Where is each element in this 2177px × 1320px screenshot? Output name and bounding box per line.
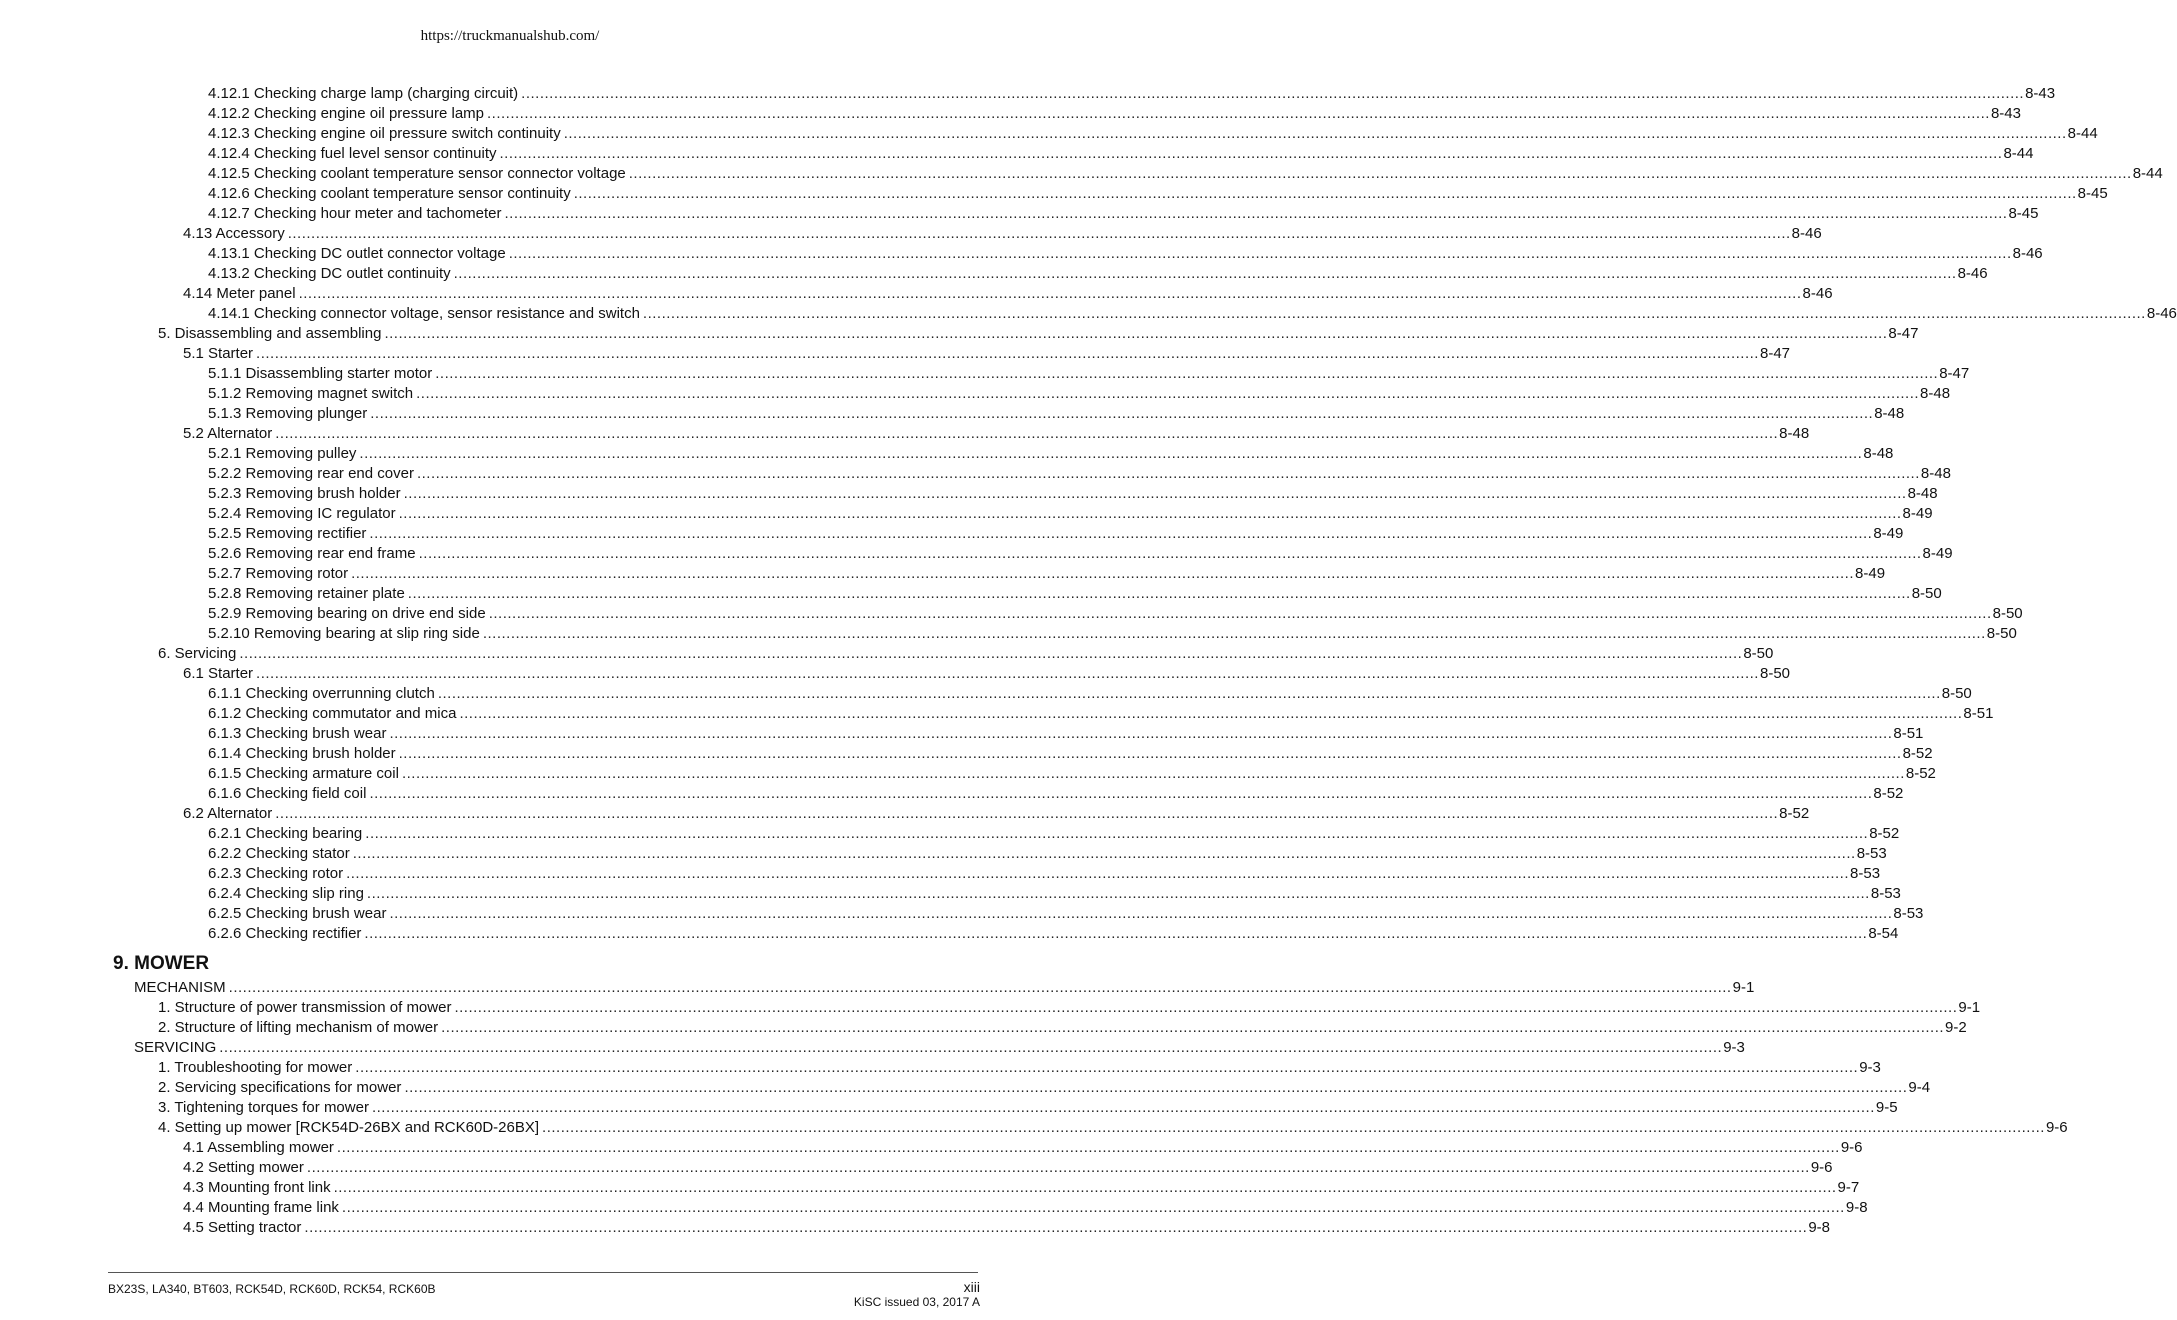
toc-entry-page: 8-48 bbox=[1863, 445, 1894, 462]
dot-leader bbox=[416, 384, 1919, 404]
dot-leader bbox=[402, 764, 1905, 784]
toc-entry-page: 9-4 bbox=[1908, 1079, 1931, 1096]
section-heading: 9. MOWER bbox=[113, 953, 210, 974]
footer-page-number: xiii bbox=[963, 1279, 980, 1295]
footer-models: BX23S, LA340, BT603, RCK54D, RCK60D, RCK54, RCK60B bbox=[108, 1282, 436, 1296]
toc-entry[interactable] bbox=[0, 104, 2021, 124]
toc-entry-title: 4.5 Setting tractor bbox=[183, 1219, 302, 1236]
toc-entry-title: 5.2.7 Removing rotor bbox=[208, 565, 349, 582]
toc-entry[interactable] bbox=[0, 464, 1951, 484]
toc-entry-page: 9-6 bbox=[1810, 1159, 1833, 1176]
toc-entry[interactable] bbox=[0, 524, 1904, 544]
toc-entry-page: 8-52 bbox=[1902, 745, 1933, 762]
toc-entry[interactable] bbox=[0, 584, 1942, 604]
toc-entry[interactable] bbox=[0, 1118, 2068, 1138]
toc-entry-title: 5.2.1 Removing pulley bbox=[208, 445, 357, 462]
toc-entry-title: 5.1.3 Removing plunger bbox=[208, 405, 368, 422]
toc-entry-title: 4.1 Assembling mower bbox=[183, 1139, 334, 1156]
toc-entry[interactable] bbox=[0, 184, 2108, 204]
toc-entry[interactable] bbox=[0, 424, 1810, 444]
toc-entry-title: 1. Structure of power transmission of mower bbox=[158, 999, 452, 1016]
dot-leader bbox=[574, 184, 2077, 204]
toc-entry-title: 6.1.4 Checking brush holder bbox=[208, 745, 396, 762]
toc-entry-page: 8-52 bbox=[1869, 825, 1900, 842]
dot-leader bbox=[256, 664, 1759, 684]
dot-leader bbox=[299, 284, 1802, 304]
toc-entry[interactable] bbox=[0, 804, 1810, 824]
toc-entry[interactable] bbox=[0, 284, 1833, 304]
dot-leader bbox=[334, 1178, 1837, 1198]
toc-entry-title: 5.1.2 Removing magnet switch bbox=[208, 385, 414, 402]
toc-entry-page: 8-49 bbox=[1922, 545, 1953, 562]
dot-leader bbox=[441, 1018, 1944, 1038]
dot-leader bbox=[505, 204, 2008, 224]
toc-entry-title: 6.1.6 Checking field coil bbox=[208, 785, 367, 802]
toc-entry-page: 8-48 bbox=[1907, 485, 1938, 502]
toc-entry-title: MECHANISM bbox=[134, 979, 226, 996]
toc-entry[interactable] bbox=[0, 904, 1924, 924]
toc-entry-page: 8-44 bbox=[2067, 125, 2098, 142]
toc-entry-page: 8-49 bbox=[1902, 505, 1933, 522]
toc-entry-page: 9-8 bbox=[1845, 1199, 1868, 1216]
dot-leader bbox=[239, 644, 1742, 664]
dot-leader bbox=[384, 324, 1887, 344]
dot-leader bbox=[564, 124, 2067, 144]
toc-entry[interactable] bbox=[0, 364, 1970, 384]
dot-leader bbox=[435, 364, 1938, 384]
toc-entry-page: 8-48 bbox=[1874, 405, 1905, 422]
toc-entry-title: 4.12.7 Checking hour meter and tachometer bbox=[208, 205, 502, 222]
dot-leader bbox=[629, 164, 2132, 184]
toc-entry-page: 8-50 bbox=[1941, 685, 1972, 702]
toc-entry-title: 5.2.3 Removing brush holder bbox=[208, 485, 401, 502]
toc-entry-title: 5.2.4 Removing IC regulator bbox=[208, 505, 396, 522]
toc-entry-page: 8-48 bbox=[1779, 425, 1810, 442]
dot-leader bbox=[399, 744, 1902, 764]
toc-entry[interactable] bbox=[0, 1158, 1833, 1178]
toc-entry-title: 5.2.6 Removing rear end frame bbox=[208, 545, 416, 562]
toc-entry-title: 5.1.1 Disassembling starter motor bbox=[208, 365, 433, 382]
toc-entry-page: 9-6 bbox=[1840, 1139, 1863, 1156]
dot-leader bbox=[256, 344, 1759, 364]
dot-leader bbox=[643, 304, 2146, 324]
toc-entry-title: 6. Servicing bbox=[158, 645, 237, 662]
toc-entry[interactable] bbox=[0, 264, 1988, 284]
toc-entry-page: 8-52 bbox=[1873, 785, 1904, 802]
toc-entry[interactable] bbox=[0, 724, 1924, 744]
toc-entry-page: 8-50 bbox=[1986, 625, 2017, 642]
toc-entry-page: 8-46 bbox=[2146, 305, 2177, 322]
toc-entry[interactable] bbox=[0, 444, 1894, 464]
toc-entry[interactable] bbox=[0, 164, 2163, 184]
toc-entry-title: 4.12.2 Checking engine oil pressure lamp bbox=[208, 105, 484, 122]
toc-entry-page: 9-5 bbox=[1875, 1099, 1898, 1116]
toc-entry-page: 9-6 bbox=[2045, 1119, 2068, 1136]
toc-entry[interactable] bbox=[0, 484, 1938, 504]
table-of-contents bbox=[0, 84, 2177, 1238]
toc-entry-title: 6.1.5 Checking armature coil bbox=[208, 765, 399, 782]
dot-leader bbox=[275, 424, 1778, 444]
toc-entry[interactable] bbox=[0, 844, 1887, 864]
toc-entry[interactable] bbox=[0, 784, 1904, 804]
toc-entry-title: 6.2.4 Checking slip ring bbox=[208, 885, 364, 902]
toc-entry[interactable] bbox=[0, 924, 1899, 944]
dot-leader bbox=[389, 724, 1892, 744]
dot-leader bbox=[351, 564, 1854, 584]
toc-entry-page: 9-1 bbox=[1732, 979, 1755, 996]
dot-leader bbox=[399, 504, 1902, 524]
dot-leader bbox=[307, 1158, 1810, 1178]
toc-entry-page: 8-54 bbox=[1868, 925, 1899, 942]
toc-entry-title: 4.14.1 Checking connector voltage, sensor resistance and switch bbox=[208, 305, 640, 322]
toc-entry-page: 9-7 bbox=[1837, 1179, 1860, 1196]
toc-entry[interactable] bbox=[0, 1018, 1967, 1038]
dot-leader bbox=[521, 84, 2024, 104]
toc-entry-page: 8-47 bbox=[1888, 325, 1919, 342]
dot-leader bbox=[365, 824, 1868, 844]
dot-leader bbox=[367, 884, 1870, 904]
dot-leader bbox=[417, 464, 1920, 484]
toc-entry-title: 5.2.8 Removing retainer plate bbox=[208, 585, 405, 602]
toc-entry-title: 5.2.10 Removing bearing at slip ring side bbox=[208, 625, 480, 642]
toc-entry[interactable] bbox=[0, 978, 1755, 998]
toc-entry-page: 8-49 bbox=[1855, 565, 1886, 582]
toc-entry-title: 4.2 Setting mower bbox=[183, 1159, 304, 1176]
toc-entry[interactable] bbox=[0, 224, 1822, 244]
toc-entry-page: 8-52 bbox=[1779, 805, 1810, 822]
source-url[interactable]: https://truckmanualshub.com/ bbox=[420, 28, 600, 44]
toc-entry-page: 8-52 bbox=[1905, 765, 1936, 782]
toc-entry-page: 8-47 bbox=[1759, 345, 1791, 362]
toc-entry-title: 4.14 Meter panel bbox=[183, 285, 296, 302]
toc-entry-page: 8-50 bbox=[1759, 665, 1791, 682]
dot-leader bbox=[288, 224, 1791, 244]
toc-section-8 bbox=[0, 84, 2177, 944]
dot-leader bbox=[355, 1058, 1858, 1078]
toc-entry-title: 6.2.6 Checking rectifier bbox=[208, 925, 362, 942]
dot-leader bbox=[404, 484, 1907, 504]
toc-entry-title: 4.12.3 Checking engine oil pressure switch continuity bbox=[208, 125, 561, 142]
toc-entry[interactable] bbox=[0, 1138, 1863, 1158]
toc-entry-title: 4.13 Accessory bbox=[183, 225, 285, 242]
toc-entry[interactable] bbox=[0, 1198, 1868, 1218]
toc-entry-page: 8-46 bbox=[1957, 265, 1988, 282]
toc-entry-page: 8-46 bbox=[1802, 285, 1833, 302]
toc-entry-title: 5.1 Starter bbox=[183, 345, 254, 362]
toc-entry[interactable] bbox=[0, 664, 1791, 684]
toc-entry[interactable] bbox=[0, 344, 1791, 364]
dot-leader bbox=[359, 444, 1862, 464]
toc-entry-page: 8-50 bbox=[1743, 645, 1774, 662]
toc-entry-title: 4.13.1 Checking DC outlet connector voltage bbox=[208, 245, 506, 262]
toc-entry-title: 1. Troubleshooting for mower bbox=[158, 1059, 353, 1076]
toc-section-9-list bbox=[0, 978, 2068, 1238]
toc-entry-title: 4.4 Mounting frame link bbox=[183, 1199, 339, 1216]
dot-leader bbox=[275, 804, 1778, 824]
toc-entry[interactable] bbox=[0, 1218, 1831, 1238]
toc-entry-page: 8-49 bbox=[1873, 525, 1904, 542]
toc-entry-title: 6.1.2 Checking commutator and mica bbox=[208, 705, 457, 722]
toc-entry-title: 3. Tightening torques for mower bbox=[158, 1099, 369, 1116]
toc-entry-page: 8-44 bbox=[2003, 145, 2034, 162]
toc-entry-page: 9-3 bbox=[1859, 1059, 1881, 1076]
toc-entry-title: 6.2.5 Checking brush wear bbox=[208, 905, 387, 922]
toc-entry-page: 9-8 bbox=[1808, 1219, 1831, 1236]
toc-entry-page: 8-43 bbox=[1990, 105, 2021, 122]
toc-entry-page: 8-47 bbox=[1939, 365, 1970, 382]
toc-entry-title: 5.2 Alternator bbox=[183, 425, 273, 442]
dot-leader bbox=[337, 1138, 1840, 1158]
toc-entry-page: 8-45 bbox=[2008, 205, 2039, 222]
dot-leader bbox=[229, 978, 1732, 998]
dot-leader bbox=[219, 1038, 1722, 1058]
toc-entry[interactable] bbox=[0, 544, 1953, 564]
footer-info bbox=[854, 1280, 980, 1310]
toc-entry-page: 9-2 bbox=[1945, 1019, 1967, 1036]
footer-divider bbox=[108, 1272, 978, 1273]
toc-entry[interactable] bbox=[0, 1078, 1931, 1098]
toc-entry[interactable] bbox=[0, 744, 1933, 764]
toc-entry-page: 8-44 bbox=[2132, 165, 2163, 182]
toc-entry-page: 8-50 bbox=[1911, 585, 1942, 602]
toc-entry[interactable] bbox=[0, 324, 1919, 344]
toc-entry[interactable] bbox=[0, 764, 1936, 784]
toc-entry-title: 6.2.1 Checking bearing bbox=[208, 825, 363, 842]
toc-entry-title: 6.2 Alternator bbox=[183, 805, 273, 822]
dot-leader bbox=[500, 144, 2003, 164]
dot-leader bbox=[346, 864, 1849, 884]
toc-entry[interactable] bbox=[0, 504, 1933, 524]
dot-leader bbox=[408, 584, 1911, 604]
toc-entry-title: 6.1.3 Checking brush wear bbox=[208, 725, 387, 742]
dot-leader bbox=[489, 604, 1992, 624]
toc-entry-title: 2. Servicing specifications for mower bbox=[158, 1079, 402, 1096]
toc-entry-page: 8-45 bbox=[2077, 185, 2108, 202]
toc-entry[interactable] bbox=[0, 404, 1905, 424]
toc-entry-page: 8-48 bbox=[1920, 465, 1951, 482]
dot-leader bbox=[389, 904, 1892, 924]
toc-entry-page: 8-53 bbox=[1856, 845, 1887, 862]
toc-entry-page: 9-1 bbox=[1958, 999, 1981, 1016]
dot-leader bbox=[483, 624, 1986, 644]
toc-entry[interactable] bbox=[0, 384, 1951, 404]
toc-entry-page: 8-43 bbox=[2025, 85, 2056, 102]
toc-entry[interactable] bbox=[0, 1098, 1898, 1118]
dot-leader bbox=[372, 1098, 1875, 1118]
dot-leader bbox=[509, 244, 2012, 264]
toc-entry-page: 8-48 bbox=[1920, 385, 1951, 402]
dot-leader bbox=[438, 684, 1941, 704]
dot-leader bbox=[454, 264, 1957, 284]
toc-entry[interactable] bbox=[0, 144, 2034, 164]
toc-entry-title: 4.12.4 Checking fuel level sensor continuity bbox=[208, 145, 497, 162]
toc-entry[interactable] bbox=[0, 998, 1981, 1018]
dot-leader bbox=[542, 1118, 2045, 1138]
dot-leader bbox=[454, 998, 1957, 1018]
toc-entry[interactable] bbox=[0, 644, 1774, 664]
toc-entry-page: 8-53 bbox=[1850, 865, 1881, 882]
toc-entry-title: 2. Structure of lifting mechanism of mower bbox=[158, 1019, 439, 1036]
dot-leader bbox=[370, 404, 1873, 424]
toc-entry-title: 4.13.2 Checking DC outlet continuity bbox=[208, 265, 451, 282]
toc-entry-page: 8-50 bbox=[1992, 605, 2023, 622]
toc-entry-title: 6.1.1 Checking overrunning clutch bbox=[208, 685, 435, 702]
toc-entry-page: 8-51 bbox=[1893, 725, 1924, 742]
toc-entry[interactable] bbox=[0, 704, 1994, 724]
dot-leader bbox=[487, 104, 1990, 124]
toc-entry[interactable] bbox=[0, 864, 1881, 884]
toc-entry[interactable] bbox=[0, 824, 1900, 844]
toc-entry-title: 6.1 Starter bbox=[183, 665, 254, 682]
dot-leader bbox=[369, 524, 1872, 544]
dot-leader bbox=[364, 924, 1867, 944]
toc-entry[interactable] bbox=[0, 304, 2177, 324]
toc-entry-title: 4.12.6 Checking coolant temperature sensor continuity bbox=[208, 185, 571, 202]
toc-entry-title: 6.2.3 Checking rotor bbox=[208, 865, 344, 882]
dot-leader bbox=[419, 544, 1922, 564]
toc-entry-title: 4. Setting up mower [RCK54D-26BX and RCK60D-26BX] bbox=[158, 1119, 540, 1136]
toc-entry[interactable] bbox=[0, 84, 2056, 104]
toc-entry-title: 5.2.2 Removing rear end cover bbox=[208, 465, 414, 482]
footer-issue: KiSC issued 03, 2017 A bbox=[853, 1295, 980, 1309]
toc-entry[interactable] bbox=[0, 1178, 1860, 1198]
dot-leader bbox=[304, 1218, 1807, 1238]
toc-entry[interactable] bbox=[0, 1038, 1745, 1058]
toc-entry[interactable] bbox=[0, 204, 2039, 224]
toc-entry[interactable] bbox=[0, 1058, 1881, 1078]
dot-leader bbox=[369, 784, 1872, 804]
toc-entry-page: 8-53 bbox=[1870, 885, 1901, 902]
toc-entry-page: 8-51 bbox=[1963, 705, 1994, 722]
toc-entry-page: 8-46 bbox=[2012, 245, 2043, 262]
toc-entry-page: 8-46 bbox=[1791, 225, 1822, 242]
toc-entry[interactable] bbox=[0, 244, 2043, 264]
toc-entry-title: 4.3 Mounting front link bbox=[183, 1179, 331, 1196]
toc-entry-title: SERVICING bbox=[134, 1039, 217, 1056]
toc-entry[interactable] bbox=[0, 564, 1886, 584]
dot-leader bbox=[404, 1078, 1907, 1098]
toc-section-9 bbox=[0, 950, 2068, 1238]
toc-entry[interactable] bbox=[0, 624, 2017, 644]
toc-entry-title: 5. Disassembling and assembling bbox=[158, 325, 382, 342]
dot-leader bbox=[459, 704, 1962, 724]
toc-entry[interactable] bbox=[0, 684, 1972, 704]
toc-entry[interactable] bbox=[0, 604, 2023, 624]
toc-entry-page: 9-3 bbox=[1723, 1039, 1745, 1056]
toc-entry-title: 5.2.9 Removing bearing on drive end side bbox=[208, 605, 486, 622]
toc-entry-title: 4.12.5 Checking coolant temperature sensor connector voltage bbox=[208, 165, 626, 182]
toc-entry-title: 5.2.5 Removing rectifier bbox=[208, 525, 367, 542]
toc-entry-title: 6.2.2 Checking stator bbox=[208, 845, 350, 862]
dot-leader bbox=[353, 844, 1856, 864]
toc-entry-page: 8-53 bbox=[1893, 905, 1924, 922]
toc-entry[interactable] bbox=[0, 884, 1901, 904]
toc-entry-title: 4.12.1 Checking charge lamp (charging circuit) bbox=[208, 85, 519, 102]
toc-entry[interactable] bbox=[0, 124, 2098, 144]
dot-leader bbox=[342, 1198, 1845, 1218]
